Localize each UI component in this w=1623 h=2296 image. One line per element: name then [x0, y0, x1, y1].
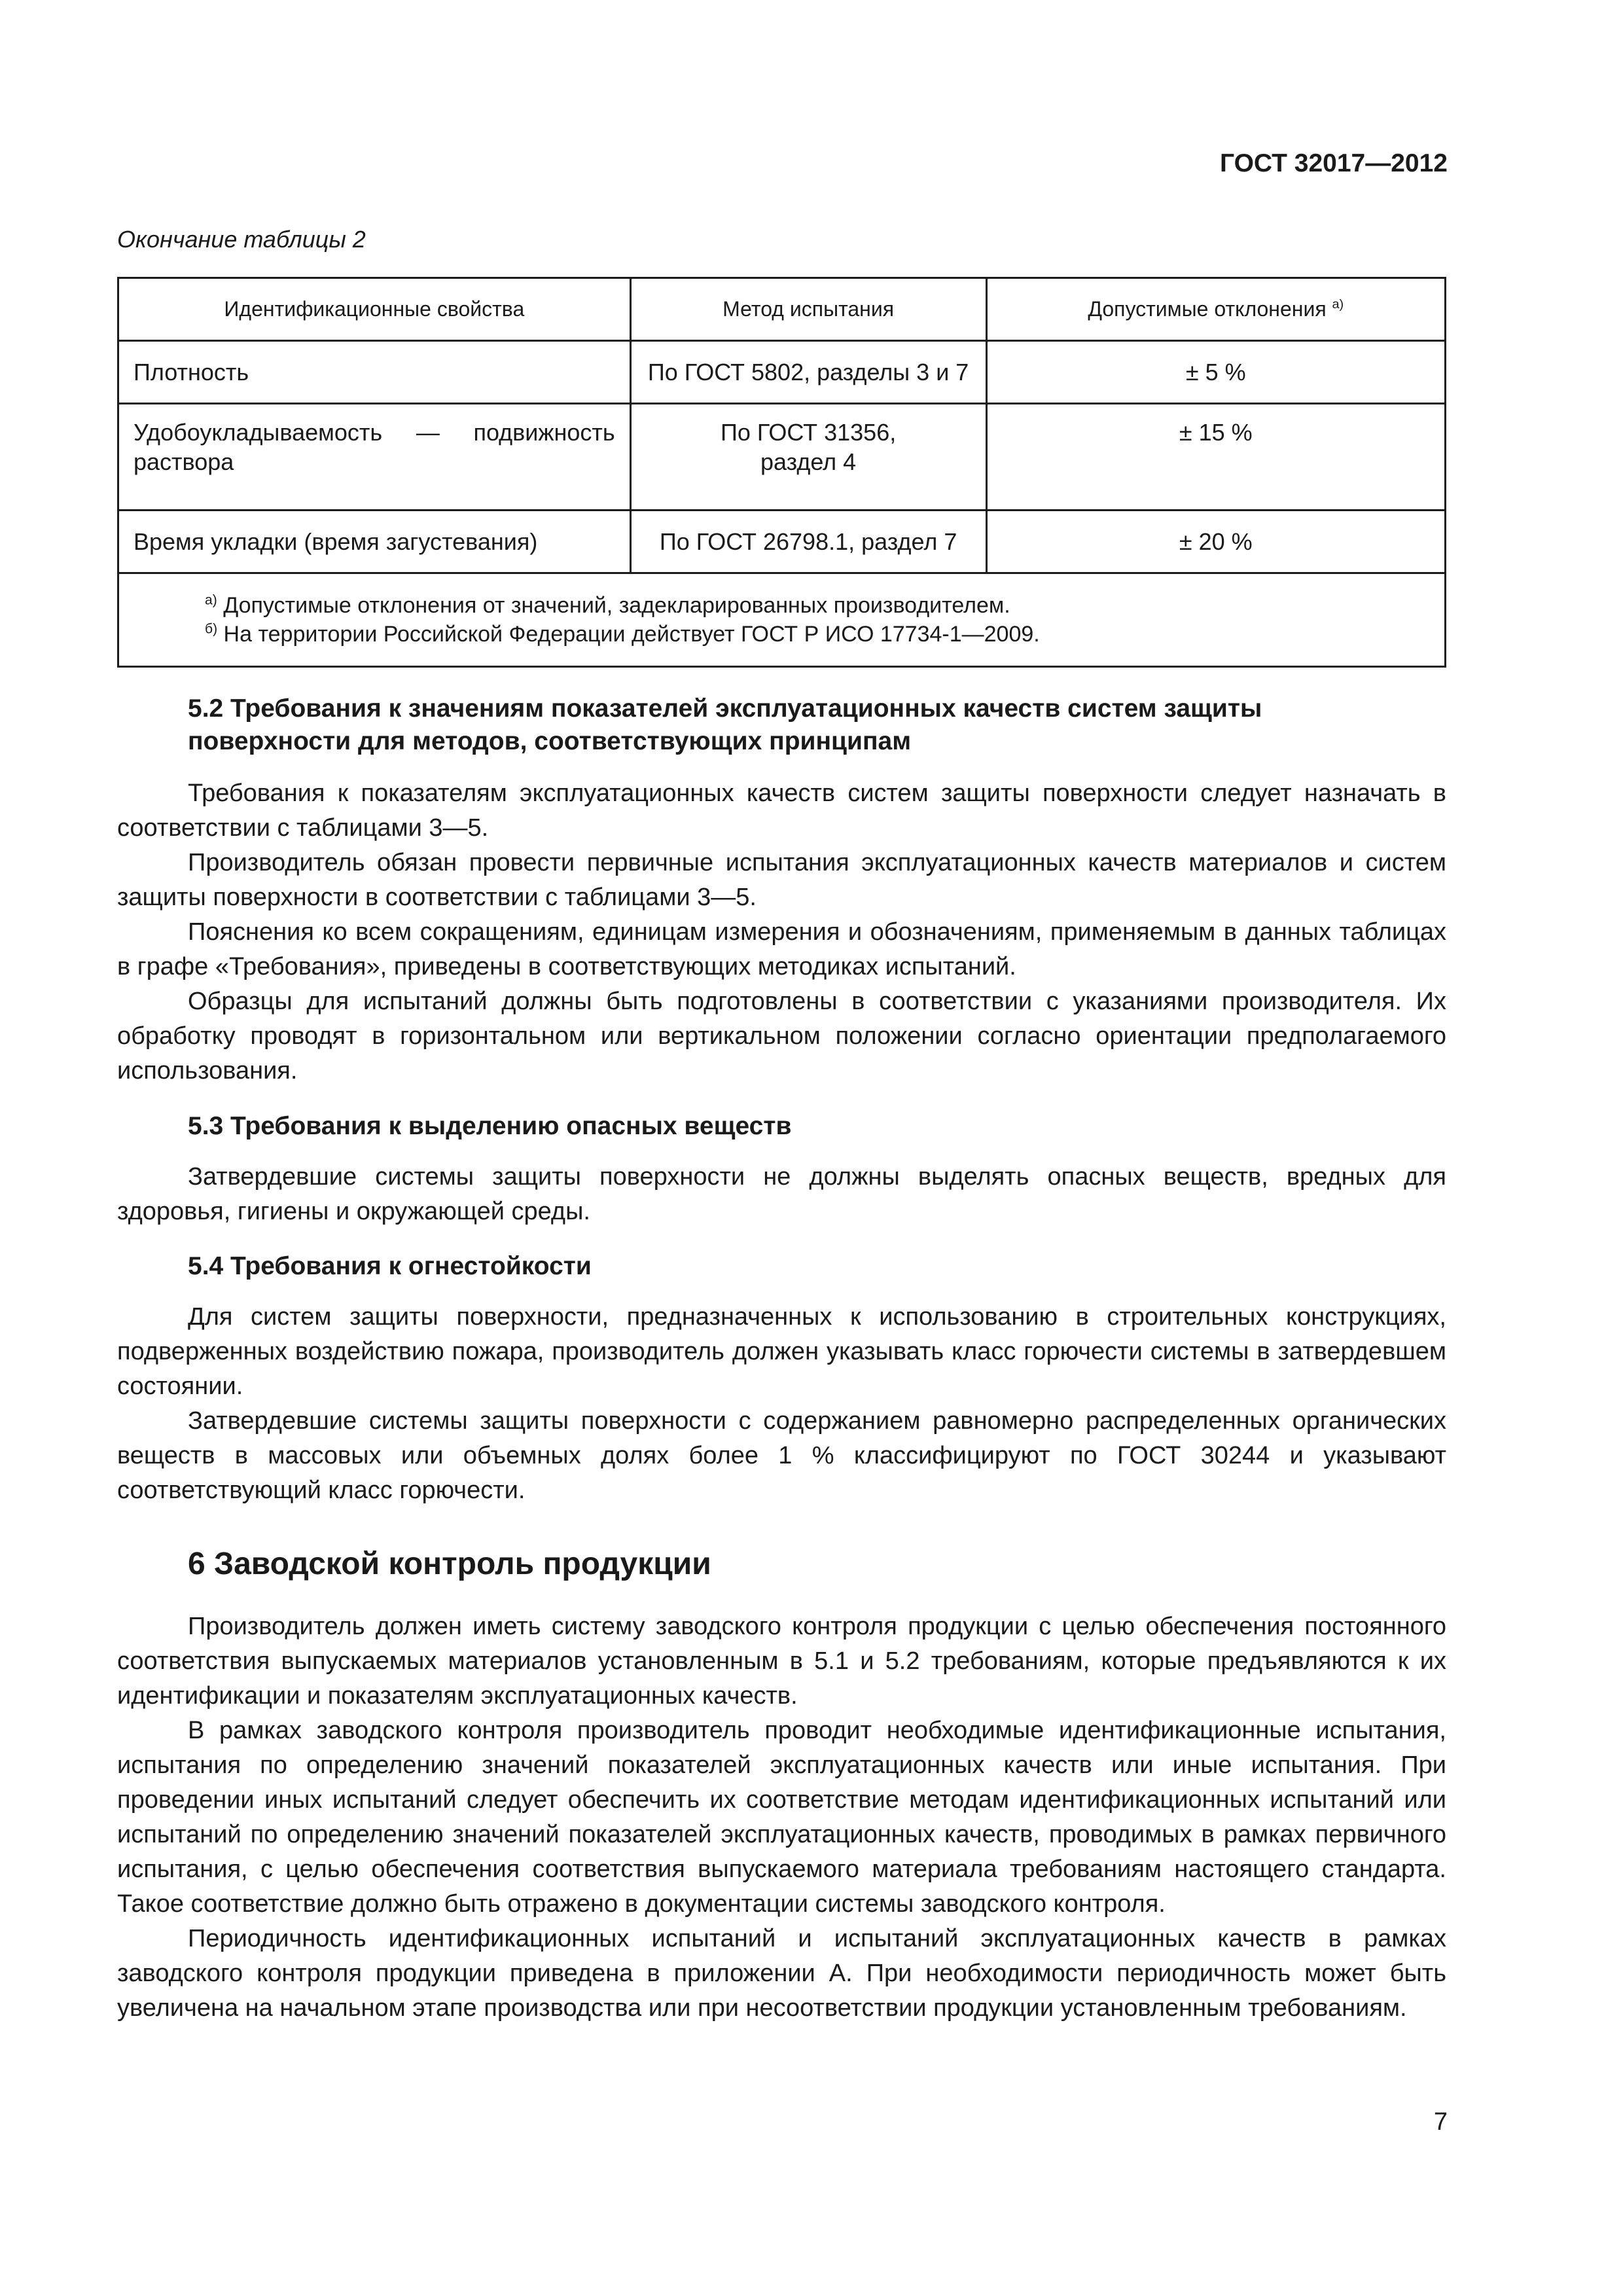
paragraph: Требования к показателям эксплуатационных качеств систем защиты поверхности следует назначать в соответствии с таблицами 3—5.	[117, 780, 1446, 842]
table-caption: Окончание таблицы 2	[117, 226, 366, 253]
section-5-2-heading	[188, 692, 1262, 758]
cell-property: Время укладки (время загустевания)	[118, 511, 631, 573]
document-code: ГОСТ 32017—2012	[1220, 149, 1448, 177]
section-6-body	[117, 1609, 1446, 2026]
table-note	[205, 591, 1430, 620]
page-number: 7	[1433, 2108, 1448, 2136]
cell-property-line2: раствора	[134, 448, 234, 475]
section-5-4-heading: 5.4 Требования к огнестойкости	[188, 1252, 592, 1280]
section-5-2-body	[117, 776, 1446, 1088]
header-deviation-label: Допустимые отклонения	[1088, 297, 1327, 321]
note-mark: б)	[205, 621, 218, 637]
table-row	[118, 404, 1446, 511]
header-method: Метод испытания	[630, 278, 986, 341]
paragraph: Затвердевшие системы защиты поверхности с содержанием равномерно распределенных органических веществ в массовых или объемных долях более 1 % классифицируют по ГОСТ 30244 и указывают соответствующий класс горючести.	[117, 1407, 1446, 1504]
cell-property-line1	[134, 418, 615, 447]
header-deviation	[986, 278, 1445, 341]
paragraph: Периодичность идентификационных испытаний и испытаний эксплуатационных качеств в рамках заводского контроля продукции приведена в приложении А. При необходимости периодичность может быть увеличена на начальном этапе производства или при несоответствии продукции установленным требованиям.	[117, 1925, 1446, 2022]
section-5-2-heading-line1: 5.2 Требования к значениям показателей эксплуатационных качеств систем защиты	[188, 694, 1262, 723]
paragraph: Пояснения ко всем сокращениям, единицам измерения и обозначениям, применяемым в данных таблицах в графе «Требования», приведены в соответствующих методиках испытаний.	[117, 918, 1446, 980]
cell-deviation: ± 20 %	[986, 511, 1445, 573]
header-property: Идентификационные свойства	[118, 278, 631, 341]
note-mark: а)	[205, 592, 217, 608]
paragraph: Производитель должен иметь систему заводского контроля продукции с целью обеспечения постоянного соответствия выпускаемых материалов установленным в 5.1 и 5.2 требованиям, которые предъявляются к их идентификации и показателям эксплуатационных качеств.	[117, 1613, 1446, 1710]
paragraph: Для систем защиты поверхности, предназначенных к использованию в строительных конструкциях, подверженных воздействию пожара, производитель должен указывать класс горючести системы в затвердевшем состоянии.	[117, 1303, 1446, 1400]
section-6-heading: 6 Заводской контроль продукции	[188, 1547, 711, 1581]
section-5-4-body	[117, 1300, 1446, 1508]
cell-property	[118, 404, 631, 511]
cell-method	[630, 404, 986, 511]
table-notes	[118, 573, 1446, 667]
spec-table	[117, 277, 1446, 668]
table-row	[118, 511, 1446, 573]
section-5-3-heading: 5.3 Требования к выделению опасных веществ	[188, 1112, 792, 1140]
header-deviation-note-mark: а)	[1332, 297, 1344, 312]
cell-method-line2: раздел 4	[760, 448, 857, 475]
cell-method-line1: По ГОСТ 31356,	[720, 419, 897, 446]
note-text: На территории Российской Федерации действует ГОСТ Р ИСО 17734-1—2009.	[217, 622, 1040, 647]
cell-deviation: ± 5 %	[986, 341, 1445, 404]
cell-deviation: ± 15 %	[986, 404, 1445, 511]
cell-property-word: Удобоукладываемость	[134, 419, 383, 446]
paragraph: Образцы для испытаний должны быть подготовлены в соответствии с указаниями производителя. Их обработку проводят в горизонтальном или вертикальном положении согласно ориентации предполагаемого использования.	[117, 988, 1446, 1085]
paragraph: В рамках заводского контроля производитель проводит необходимые идентификационные испытания, испытания по определению значений показателей эксплуатационных качеств или иные испытания. При проведении иных испытаний следует обеспечить их соответствие методам идентификационных испытаний или испытаний по определению значений показателей эксплуатационных качеств, проводимых в рамках первичного испытания, с целью обеспечения соответствия выпускаемого материала требованиям настоящего стандарта. Такое соответствие должно быть отражено в документации системы заводского контроля.	[117, 1717, 1446, 1918]
paragraph: Производитель обязан провести первичные испытания эксплуатационных качеств материалов и систем защиты поверхности в соответствии с таблицами 3—5.	[117, 849, 1446, 911]
table-header-row	[118, 278, 1446, 341]
paragraph: Затвердевшие системы защиты поверхности не должны выделять опасных веществ, вредных для здоровья, гигиены и окружающей среды.	[117, 1163, 1446, 1225]
cell-property-dash: —	[416, 419, 440, 446]
table-row	[118, 341, 1446, 404]
section-5-3-body	[117, 1160, 1446, 1229]
cell-property: Плотность	[118, 341, 631, 404]
cell-property-word: подвижность	[473, 419, 615, 446]
table-note	[205, 620, 1430, 649]
note-text: Допустимые отклонения от значений, задекларированных производителем.	[217, 593, 1010, 618]
table-notes-row	[118, 573, 1446, 667]
cell-method: По ГОСТ 26798.1, раздел 7	[630, 511, 986, 573]
cell-method: По ГОСТ 5802, разделы 3 и 7	[630, 341, 986, 404]
section-5-2-heading-line2: поверхности для методов, соответствующих принципам	[188, 727, 912, 755]
